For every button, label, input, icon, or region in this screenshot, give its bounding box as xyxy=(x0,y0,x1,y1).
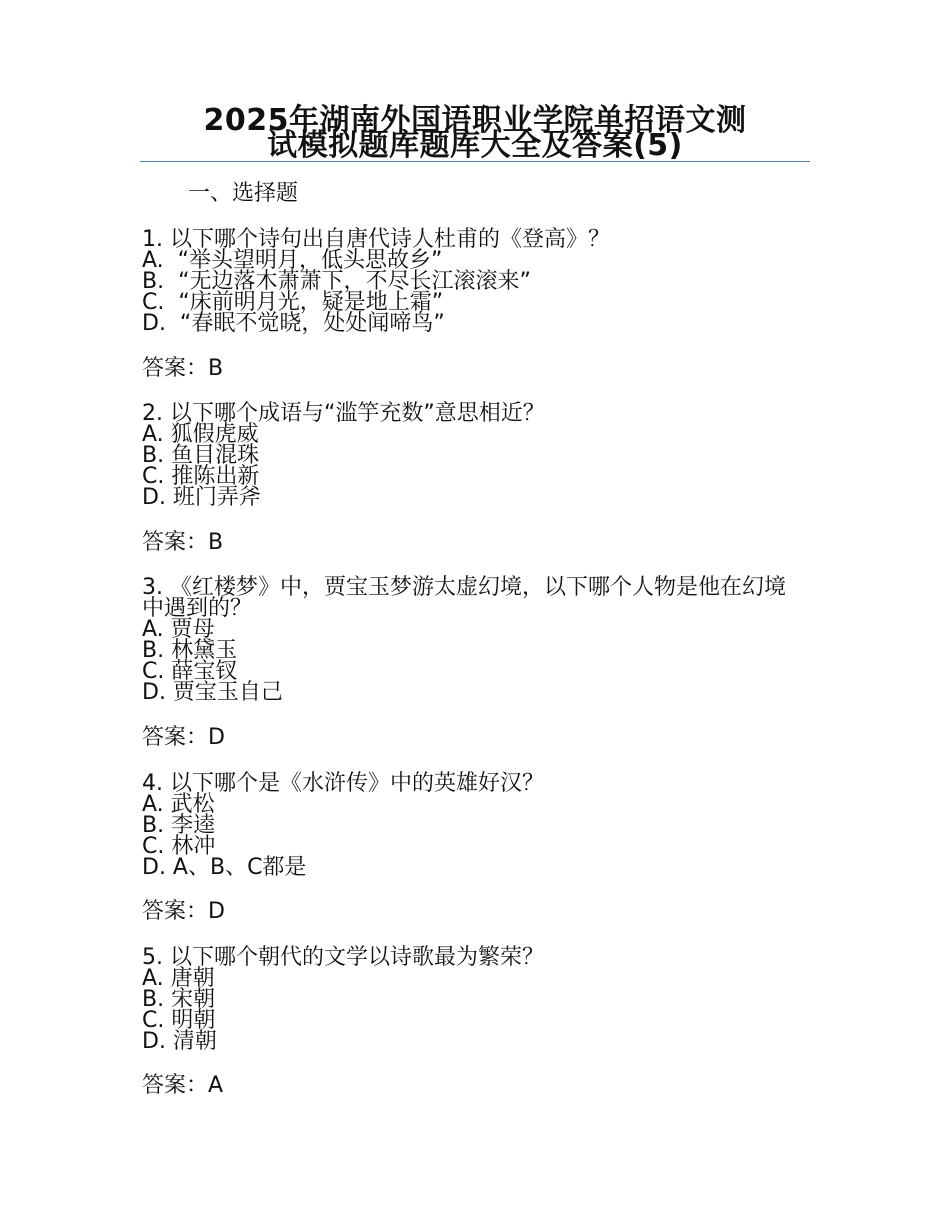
option-d: D. “春眠不觉晓，处处闻啼鸟” xyxy=(142,311,445,336)
option-a: A. 武松 xyxy=(142,792,215,817)
option-b: B. 鱼目混珠 xyxy=(142,443,260,468)
question-text: 1. 以下哪个诗句出自唐代诗人杜甫的《登高》？ xyxy=(142,227,610,252)
section-heading: 一、选择题 xyxy=(188,181,299,206)
option-c: C. 推陈出新 xyxy=(142,464,260,489)
option-list xyxy=(142,424,802,508)
answer-2: 答案：B xyxy=(142,530,224,555)
answer-5: 答案：A xyxy=(142,1073,224,1098)
question-4 xyxy=(142,773,802,878)
option-c: C. 薛宝钗 xyxy=(142,659,238,684)
option-c: C. 林冲 xyxy=(142,834,216,859)
question-text: 4. 以下哪个是《水浒传》中的英雄好汉？ xyxy=(142,771,544,796)
answer-3: 答案：D xyxy=(142,725,225,750)
option-list xyxy=(142,794,802,878)
option-a: A. 狐假虎威 xyxy=(142,422,259,447)
question-1 xyxy=(142,229,802,334)
document-title xyxy=(140,103,810,163)
option-d: D. 班门弄斧 xyxy=(142,485,261,510)
option-a: A. “举头望明月，低头思故乡” xyxy=(142,248,443,273)
option-list xyxy=(142,619,802,703)
option-d: D. 清朝 xyxy=(142,1029,217,1054)
question-text: 2. 以下哪个成语与“滥竽充数”意思相近？ xyxy=(142,401,545,426)
question-text: 5. 以下哪个朝代的文学以诗歌最为繁荣？ xyxy=(142,945,544,970)
option-b: B. 李逵 xyxy=(142,813,216,838)
option-a: A. 唐朝 xyxy=(142,966,215,991)
option-b: B. “无边落木萧萧下，不尽长江滚滚来” xyxy=(142,269,531,294)
document-title-line-2: 试模拟题库题库大全及答案(5) xyxy=(267,128,683,163)
option-list xyxy=(142,968,802,1052)
option-c: C. “床前明月光，疑是地上霜” xyxy=(142,290,444,315)
option-d: D. 贾宝玉自己 xyxy=(142,680,283,705)
option-d: D. A、B、C都是 xyxy=(142,855,307,880)
answer-4: 答案：D xyxy=(142,899,225,924)
question-5 xyxy=(142,947,802,1052)
question-3 xyxy=(142,577,802,703)
title-underline xyxy=(140,161,810,162)
option-b: B. 宋朝 xyxy=(142,987,216,1012)
question-text: 3. 《红楼梦》中，贾宝玉梦游太虚幻境，以下哪个人物是他在幻境中遇到的？ xyxy=(142,575,786,621)
document-title-line-1: 2025年湖南外国语职业学院单招语文测 xyxy=(203,103,747,138)
question-2 xyxy=(142,403,802,508)
answer-1: 答案：B xyxy=(142,356,224,381)
option-list xyxy=(142,250,802,334)
option-b: B. 林黛玉 xyxy=(142,638,238,663)
option-a: A. 贾母 xyxy=(142,617,215,642)
option-c: C. 明朝 xyxy=(142,1008,216,1033)
